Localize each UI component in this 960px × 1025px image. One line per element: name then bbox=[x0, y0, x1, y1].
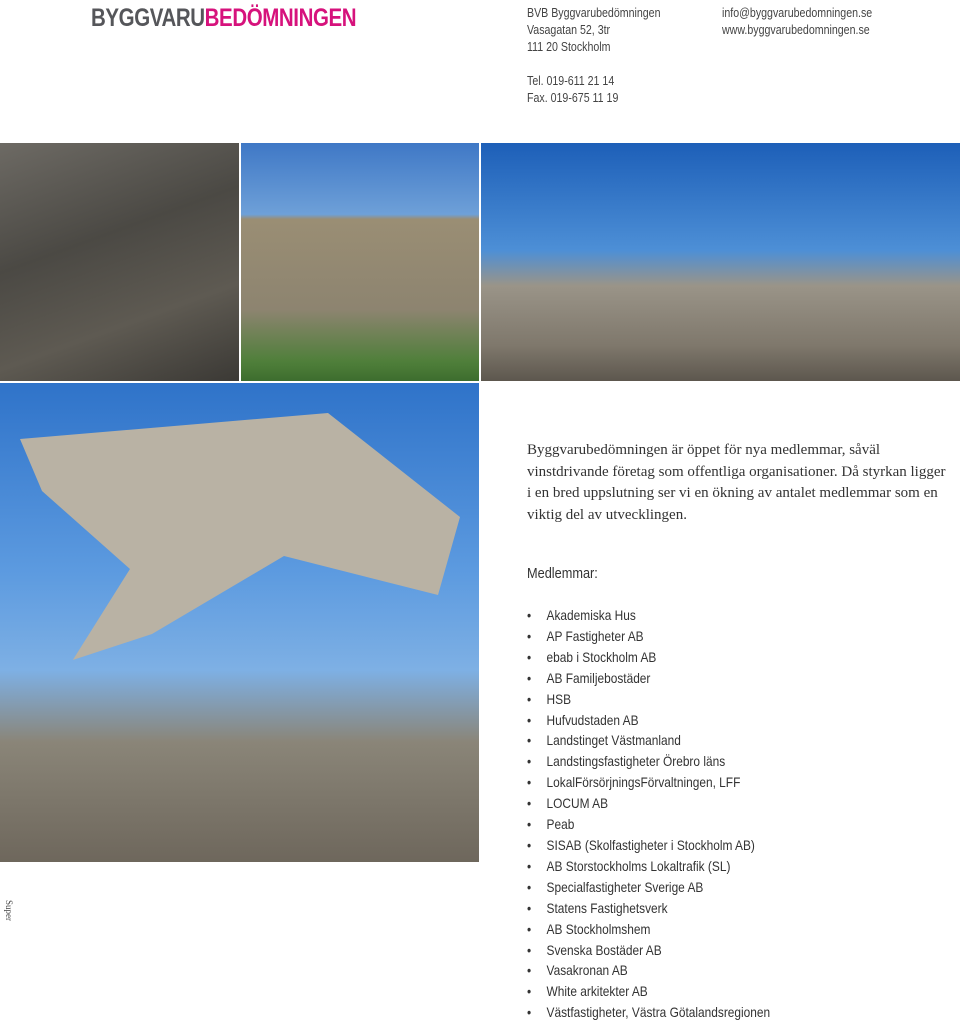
intro-paragraph: Byggvarubedömningen är öppet för nya medlemmar, såväl vinstdrivande företag som offentliga organisationer. Då styrkan ligger i en bred uppslutning ser vi en ökning av antalet medlemmar som en viktig del av utvecklingen. bbox=[527, 442, 946, 523]
bullet: • bbox=[527, 878, 532, 895]
list-item bbox=[527, 919, 770, 940]
member-name: Statens Fastighetsverk bbox=[546, 899, 668, 916]
photo-demolition-excavator bbox=[481, 143, 960, 381]
member-name: SISAB (Skolfastigheter i Stockholm AB) bbox=[546, 836, 755, 853]
photo-credit: Super bbox=[4, 900, 14, 921]
member-name: LokalFörsörjningsFörvaltningen, LFF bbox=[546, 774, 741, 791]
list-item bbox=[527, 626, 770, 647]
member-name: Akademiska Hus bbox=[546, 607, 636, 623]
list-item bbox=[527, 647, 770, 668]
list-item bbox=[527, 730, 770, 751]
member-name: Svenska Bostäder AB bbox=[546, 941, 662, 958]
member-name: LOCUM AB bbox=[546, 795, 609, 812]
list-item bbox=[527, 772, 770, 793]
bullet: • bbox=[527, 669, 532, 686]
bullet: • bbox=[527, 962, 532, 979]
list-item bbox=[527, 710, 770, 731]
bullet: • bbox=[527, 690, 532, 707]
list-item bbox=[527, 856, 770, 877]
bullet: • bbox=[527, 795, 532, 812]
bullet: • bbox=[527, 899, 532, 916]
list-item bbox=[527, 793, 770, 814]
list-item bbox=[527, 981, 770, 1002]
bullet: • bbox=[527, 983, 532, 1000]
logo-part2: BEDÖMNINGEN bbox=[204, 4, 357, 32]
members-heading: Medlemmar: bbox=[527, 565, 598, 582]
members-list bbox=[527, 605, 813, 1023]
member-name: Västfastigheter, Västra Götalandsregionen bbox=[546, 1004, 771, 1021]
bullet: • bbox=[527, 920, 532, 937]
member-name: HSB bbox=[546, 690, 572, 707]
member-name: ebab i Stockholm AB bbox=[546, 648, 657, 665]
member-name: AB Storstockholms Lokaltrafik (SL) bbox=[546, 857, 731, 874]
bullet: • bbox=[527, 1004, 532, 1021]
list-item bbox=[527, 960, 770, 981]
contact-address bbox=[527, 5, 661, 107]
member-name: Vasakronan AB bbox=[546, 962, 628, 979]
email-link[interactable]: info@byggvarubedomningen.se bbox=[722, 6, 873, 20]
member-name: AP Fastigheter AB bbox=[546, 627, 644, 644]
website-link[interactable]: www.byggvarubedomningen.se bbox=[722, 23, 870, 37]
member-name: Specialfastigheter Sverige AB bbox=[546, 878, 704, 895]
list-item bbox=[527, 668, 770, 689]
member-name: Peab bbox=[546, 816, 575, 833]
member-name: Hufvudstaden AB bbox=[546, 711, 639, 728]
street: Vasagatan 52, 3tr bbox=[527, 23, 611, 37]
list-item bbox=[527, 835, 770, 856]
member-name: Landstingsfastigheter Örebro läns bbox=[546, 753, 726, 770]
fax: Fax. 019-675 11 19 bbox=[527, 91, 619, 105]
member-name: AB Stockholmshem bbox=[546, 920, 651, 937]
city: 111 20 Stockholm bbox=[527, 40, 611, 54]
contact-online bbox=[722, 5, 872, 39]
list-item bbox=[527, 814, 770, 835]
list-item bbox=[527, 605, 770, 626]
list-item bbox=[527, 1002, 770, 1023]
logo bbox=[91, 4, 356, 33]
bullet: • bbox=[527, 732, 532, 749]
list-item bbox=[527, 940, 770, 961]
org-name: BVB Byggvarubedömningen bbox=[527, 6, 661, 20]
member-name: AB Familjebostäder bbox=[546, 669, 651, 686]
bullet: • bbox=[527, 941, 532, 958]
phone: Tel. 019-611 21 14 bbox=[527, 74, 615, 88]
bullet: • bbox=[527, 816, 532, 833]
member-name: Landstinget Västmanland bbox=[546, 732, 681, 749]
bullet: • bbox=[527, 627, 532, 644]
bullet: • bbox=[527, 753, 532, 770]
bullet: • bbox=[527, 774, 532, 791]
bullet: • bbox=[527, 711, 532, 728]
list-item bbox=[527, 689, 770, 710]
bullet: • bbox=[527, 836, 532, 853]
logo-part1: BYGGVARU bbox=[91, 4, 205, 32]
photo-demolition-claw bbox=[0, 383, 479, 862]
bullet: • bbox=[527, 648, 532, 665]
member-name: White arkitekter AB bbox=[546, 983, 648, 1000]
bullet: • bbox=[527, 607, 532, 623]
photo-construction-waste bbox=[0, 143, 239, 381]
list-item bbox=[527, 898, 770, 919]
list-item bbox=[527, 751, 770, 772]
list-item bbox=[527, 877, 770, 898]
bullet: • bbox=[527, 857, 532, 874]
photo-wooden-building bbox=[241, 143, 479, 381]
